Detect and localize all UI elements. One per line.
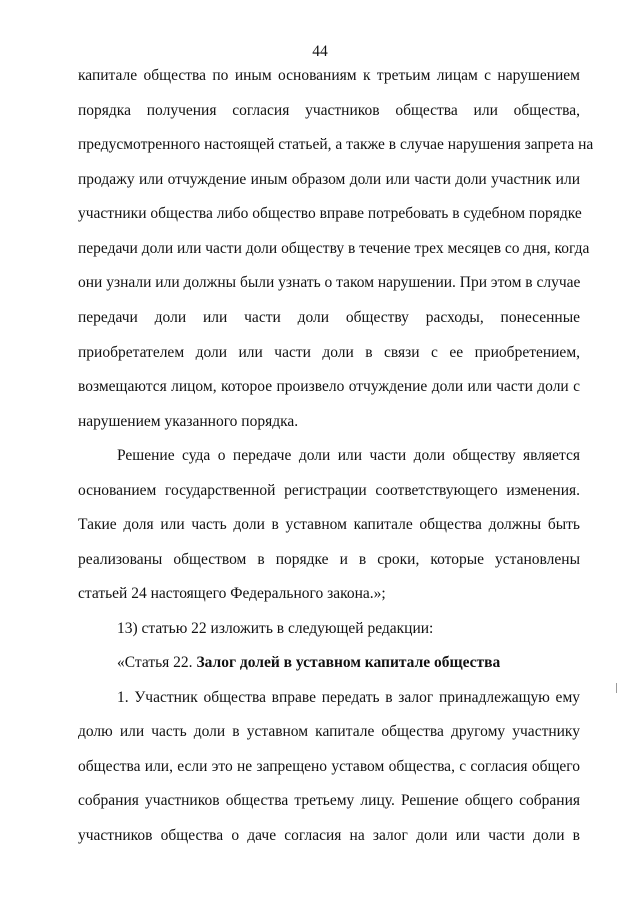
text-line: общества или, если это не запрещено уставом общества, с согласия общего [78,758,580,775]
text-line: Такие доля или часть доли в уставном капитале общества должны быть [78,516,580,533]
text-line: основанием государственной регистрации соответствующего изменения. [78,482,580,499]
text-line: приобретателем доли или части доли в связи с ее приобретением, [78,344,580,361]
text-line: собрания участников общества третьему лицу. Решение общего собрания [78,792,580,809]
text-line: передачи доли или части доли обществу расходы, понесенные [78,309,580,326]
page-number: 44 [312,43,328,60]
text-line: предусмотренного настоящей статьей, а также в случае нарушения запрета на [78,136,594,153]
article-heading-prefix: «Статья 22. [117,654,197,671]
text-line: передачи доли или части доли обществу в течение трех месяцев со дня, когда [78,240,590,257]
text-line: порядка получения согласия участников общества или общества, [78,102,580,119]
article-heading [117,653,580,673]
text-line: нарушением указанного порядка. [78,413,299,430]
text-line: капитале общества по иным основаниям к третьим лицам с нарушением [78,67,580,84]
amendment-item: 13) статью 22 изложить в следующей редакции: [117,620,434,637]
scan-margin-mark [616,683,617,693]
text-line: 1. Участник общества вправе передать в залог принадлежащую ему [117,689,580,706]
text-line: долю или часть доли в уставном капитале общества другому участнику [78,723,580,740]
text-line: Решение суда о передаче доли или части доли обществу является [117,447,580,464]
text-line: реализованы обществом в порядке и в сроки, которые установлены [78,551,580,568]
text-line: статьей 24 настоящего Федерального закона.»; [78,585,386,602]
text-line: участников общества о даче согласия на залог доли или части доли в [78,827,580,844]
text-line: продажу или отчуждение иным образом доли или части доли участник или [78,171,580,188]
article-heading-title: Залог долей в уставном капитале общества [196,654,501,671]
text-line: участники общества либо общество вправе потребовать в судебном порядке [78,205,582,222]
text-line: они узнали или должны были узнать о таком нарушении. При этом в случае [78,274,581,291]
text-line: возмещаются лицом, которое произвело отчуждение доли или части доли с [78,378,580,395]
